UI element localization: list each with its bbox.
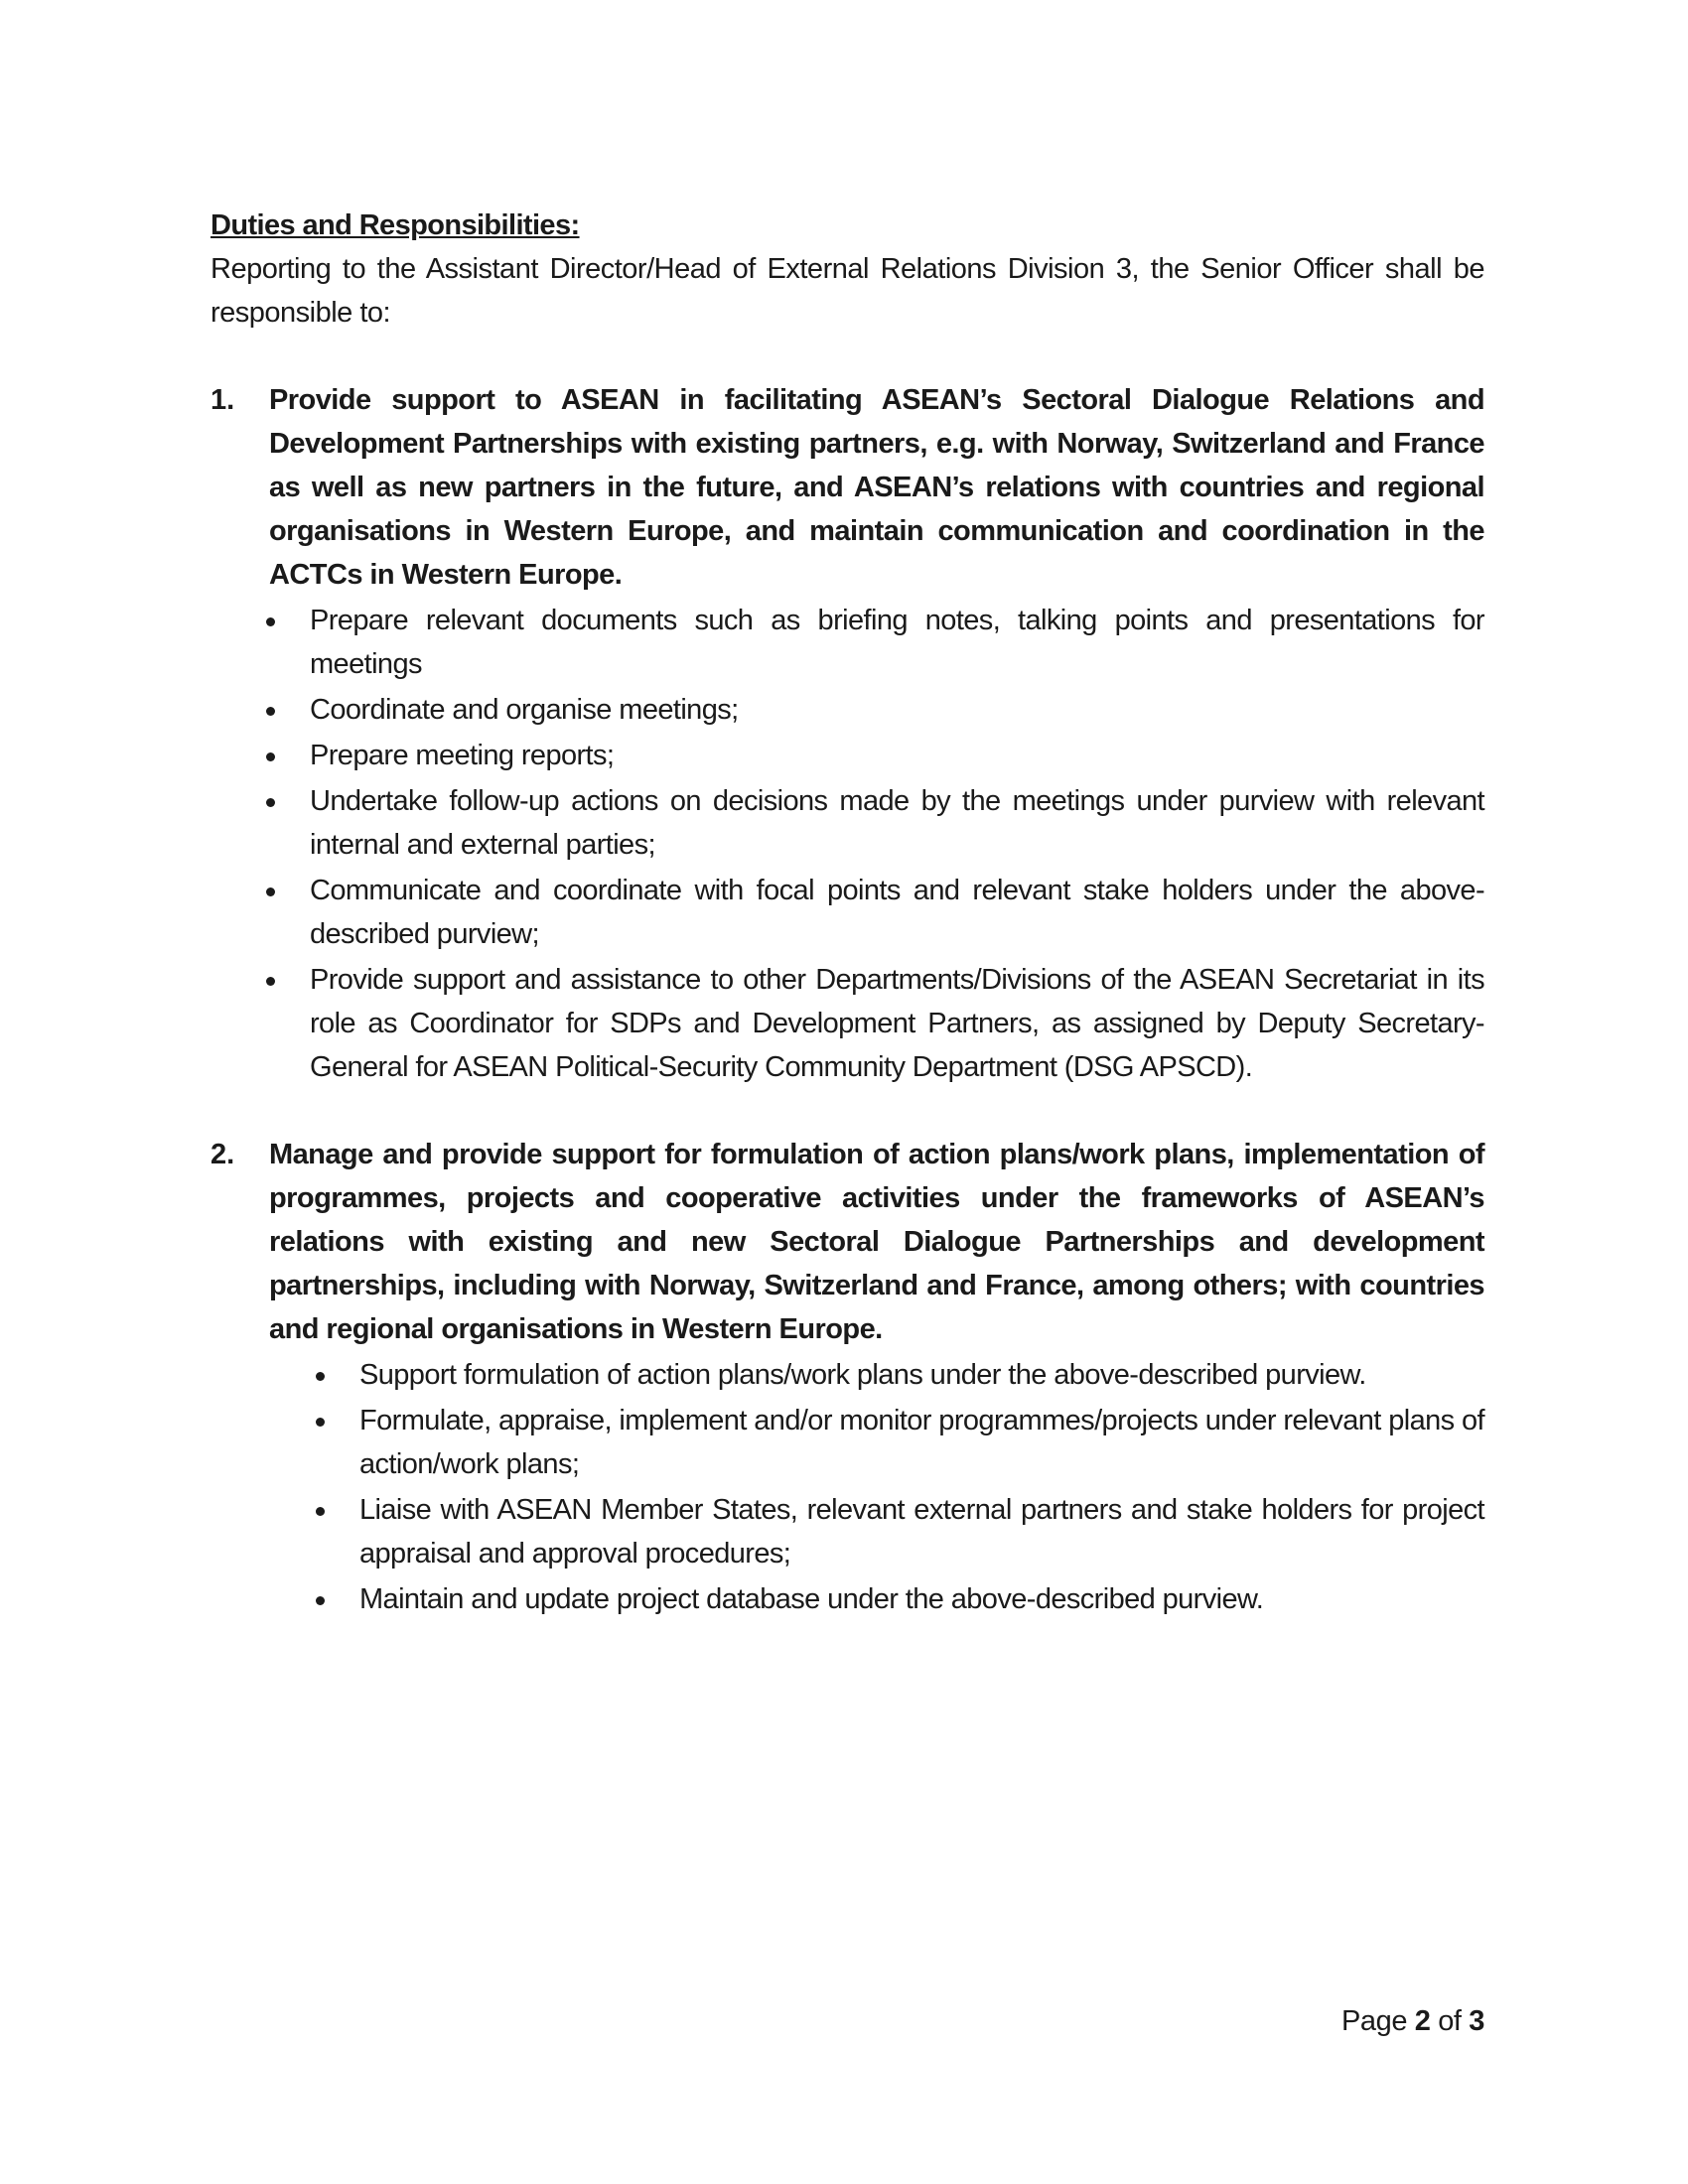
bullet-icon [316, 1507, 325, 1516]
section-number: 2. [211, 1139, 235, 1170]
duty-section-2 [211, 1133, 1484, 1621]
list-item-text: Prepare relevant documents such as briefing notes, talking points and presentations for meetings [310, 605, 1484, 680]
list-item [310, 869, 1484, 956]
list-item [310, 688, 1484, 732]
total-pages-number: 3 [1469, 2005, 1484, 2037]
section-title: Manage and provide support for formulation of action plans/work plans, implementation of programmes, projects and cooperative activities under the frameworks of ASEAN’s relations with existing and new Sectoral Dialogue Partnerships and development partnerships, including with Norway, Switzerland and France, among others; with countries and regional organisations in Western Europe. [269, 1139, 1484, 1345]
bullet-icon [266, 752, 275, 761]
bullet-icon [316, 1596, 325, 1605]
bullet-icon [266, 617, 275, 626]
list-item [310, 779, 1484, 867]
list-item [310, 734, 1484, 777]
duty-section-1 [211, 378, 1484, 1089]
list-item [310, 599, 1484, 686]
section-number: 1. [211, 384, 235, 416]
bullet-icon [266, 798, 275, 807]
list-item-text: Provide support and assistance to other Departments/Divisions of the ASEAN Secretariat in its role as Coordinator for SDPs and Development Partners, as assigned by Deputy Secretary-General for ASEAN Political-Security Community Department (DSG APSCD). [310, 964, 1484, 1083]
list-item-text: Prepare meeting reports; [310, 740, 615, 771]
list-item-text: Support formulation of action plans/work plans under the above-described purview. [359, 1359, 1366, 1391]
list-item [359, 1399, 1484, 1486]
bullet-icon [316, 1372, 325, 1381]
bullet-icon [266, 977, 275, 986]
list-item-text: Undertake follow-up actions on decisions made by the meetings under purview with relevant internal and external parties; [310, 785, 1484, 861]
list-item-text: Coordinate and organise meetings; [310, 694, 739, 726]
list-item-text: Maintain and update project database under the above-described purview. [359, 1583, 1264, 1615]
list-item-text: Formulate, appraise, implement and/or monitor programmes/projects under relevant plans of action/work plans; [359, 1405, 1484, 1480]
bullet-list [211, 599, 1484, 1089]
page-label: Page [1340, 2005, 1408, 2037]
section-heading: Duties and Responsibilities: [211, 209, 580, 241]
section-title: Provide support to ASEAN in facilitating ASEAN’s Sectoral Dialogue Relations and Development Partnerships with existing partners, e.g. with Norway, Switzerland and France as well as new partners in the future, and ASEAN’s relations with countries and regional organisations in Western Europe, and maintain communication and coordination in the ACTCs in Western Europe. [269, 384, 1484, 591]
current-page-number: 2 [1414, 2005, 1431, 2037]
list-item [359, 1353, 1484, 1397]
of-label: of [1438, 2005, 1462, 2037]
intro-paragraph: Reporting to the Assistant Director/Head of External Relations Division 3, the Senior Officer shall be responsible to: [211, 253, 1484, 329]
bullet-icon [266, 707, 275, 716]
bullet-icon [266, 887, 275, 896]
list-item-text: Liaise with ASEAN Member States, relevant external partners and stake holders for project appraisal and approval procedures; [359, 1494, 1484, 1570]
bullet-icon [316, 1418, 325, 1427]
list-item [359, 1488, 1484, 1575]
bullet-list [211, 1353, 1484, 1621]
page-footer [1341, 2001, 1484, 2041]
document-page [211, 204, 1484, 1621]
list-item [310, 958, 1484, 1089]
list-item [359, 1577, 1484, 1621]
list-item-text: Communicate and coordinate with focal points and relevant stake holders under the above-described purview; [310, 875, 1484, 950]
